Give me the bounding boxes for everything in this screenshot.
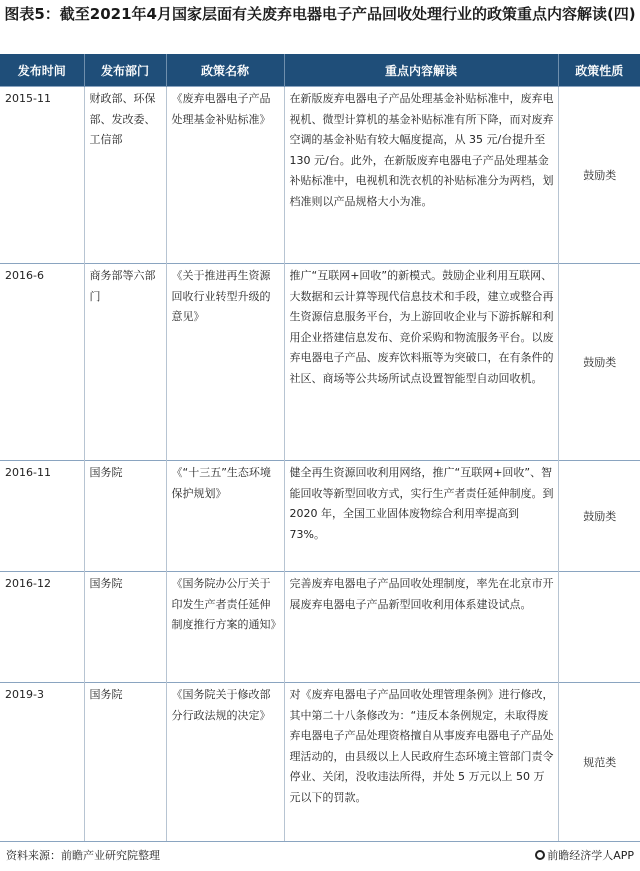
cell-content: 完善废弃电器电子产品回收处理制度，率先在北京市开展废弃电器电子产品新型回收利用体系建设试点。 xyxy=(284,572,558,683)
cell-dept: 国务院 xyxy=(84,683,166,842)
cell-policy-name: 《废弃电器电子产品处理基金补贴标准》 xyxy=(166,87,284,264)
cell-nature xyxy=(558,572,640,683)
cell-nature: 鼓励类 xyxy=(558,87,640,264)
cell-content: 在新版废弃电器电子产品处理基金补贴标准中，废弃电视机、微型计算机的基金补贴标准有所下降，而对废弃空调的基金补贴有较大幅度提高，从 35 元/台提升至 130 元/台。此外，在新版废弃电器电子产品处理基金补贴标准中，电视机和洗衣机的补贴标准分为两档，划档准则以产品规格大小为准。 xyxy=(284,87,558,264)
footer xyxy=(0,846,640,866)
header-nature: 政策性质 xyxy=(558,54,640,87)
cell-nature: 鼓励类 xyxy=(558,461,640,572)
brand-label: 前瞻经济学人APP xyxy=(547,849,634,862)
policy-table xyxy=(0,54,640,842)
header-date: 发布时间 xyxy=(0,54,84,87)
cell-policy-name: 《“十三五”生态环境保护规划》 xyxy=(166,461,284,572)
cell-date: 2016-12 xyxy=(0,572,84,683)
qianzhan-logo-icon xyxy=(535,850,545,860)
cell-policy-name: 《国务院关于修改部分行政法规的决定》 xyxy=(166,683,284,842)
cell-content: 推广“互联网+回收”的新模式。鼓励企业利用互联网、大数据和云计算等现代信息技术和手段，建立或整合再生资源信息服务平台，为上游回收企业与下游拆解和利用企业搭建信息发布、竞价采购和物流服务平台。以废弃电器电子产品、废弃饮料瓶等为突破口，在有条件的社区、商场等公共场所试点设置智能型自动回收机。 xyxy=(284,264,558,461)
cell-dept: 国务院 xyxy=(84,461,166,572)
cell-nature: 规范类 xyxy=(558,683,640,842)
cell-nature: 鼓励类 xyxy=(558,264,640,461)
brand xyxy=(535,846,634,866)
source-note: 资料来源：前瞻产业研究院整理 xyxy=(6,849,160,862)
cell-date: 2015-11 xyxy=(0,87,84,264)
table-row xyxy=(0,572,640,683)
table-row xyxy=(0,461,640,572)
cell-dept: 商务部等六部门 xyxy=(84,264,166,461)
header-dept: 发布部门 xyxy=(84,54,166,87)
cell-content: 健全再生资源回收利用网络，推广“互联网+回收”、智能回收等新型回收方式，实行生产者责任延伸制度。到 2020 年，全国工业固体废物综合利用率提高到 73%。 xyxy=(284,461,558,572)
cell-policy-name: 《国务院办公厅关于印发生产者责任延伸制度推行方案的通知》 xyxy=(166,572,284,683)
table-header-row xyxy=(0,54,640,87)
cell-date: 2016-11 xyxy=(0,461,84,572)
table-row xyxy=(0,87,640,264)
table-row xyxy=(0,264,640,461)
cell-dept: 财政部、环保部、发改委、工信部 xyxy=(84,87,166,264)
header-name: 政策名称 xyxy=(166,54,284,87)
table-row xyxy=(0,683,640,842)
cell-content: 对《废弃电器电子产品回收处理管理条例》进行修改，其中第二十八条修改为：“违反本条例规定，未取得废弃电器电子产品处理资格擅自从事废弃电器电子产品处理活动的，由县级以上人民政府生态环境主管部门责令停业、关闭，没收违法所得，并处 5 万元以上 50 万元以下的罚款。 xyxy=(284,683,558,842)
cell-date: 2019-3 xyxy=(0,683,84,842)
header-content: 重点内容解读 xyxy=(284,54,558,87)
cell-policy-name: 《关于推进再生资源回收行业转型升级的意见》 xyxy=(166,264,284,461)
page-title: 图表5：截至2021年4月国家层面有关废弃电器电子产品回收处理行业的政策重点内容解读(四) xyxy=(4,5,636,23)
cell-dept: 国务院 xyxy=(84,572,166,683)
cell-date: 2016-6 xyxy=(0,264,84,461)
